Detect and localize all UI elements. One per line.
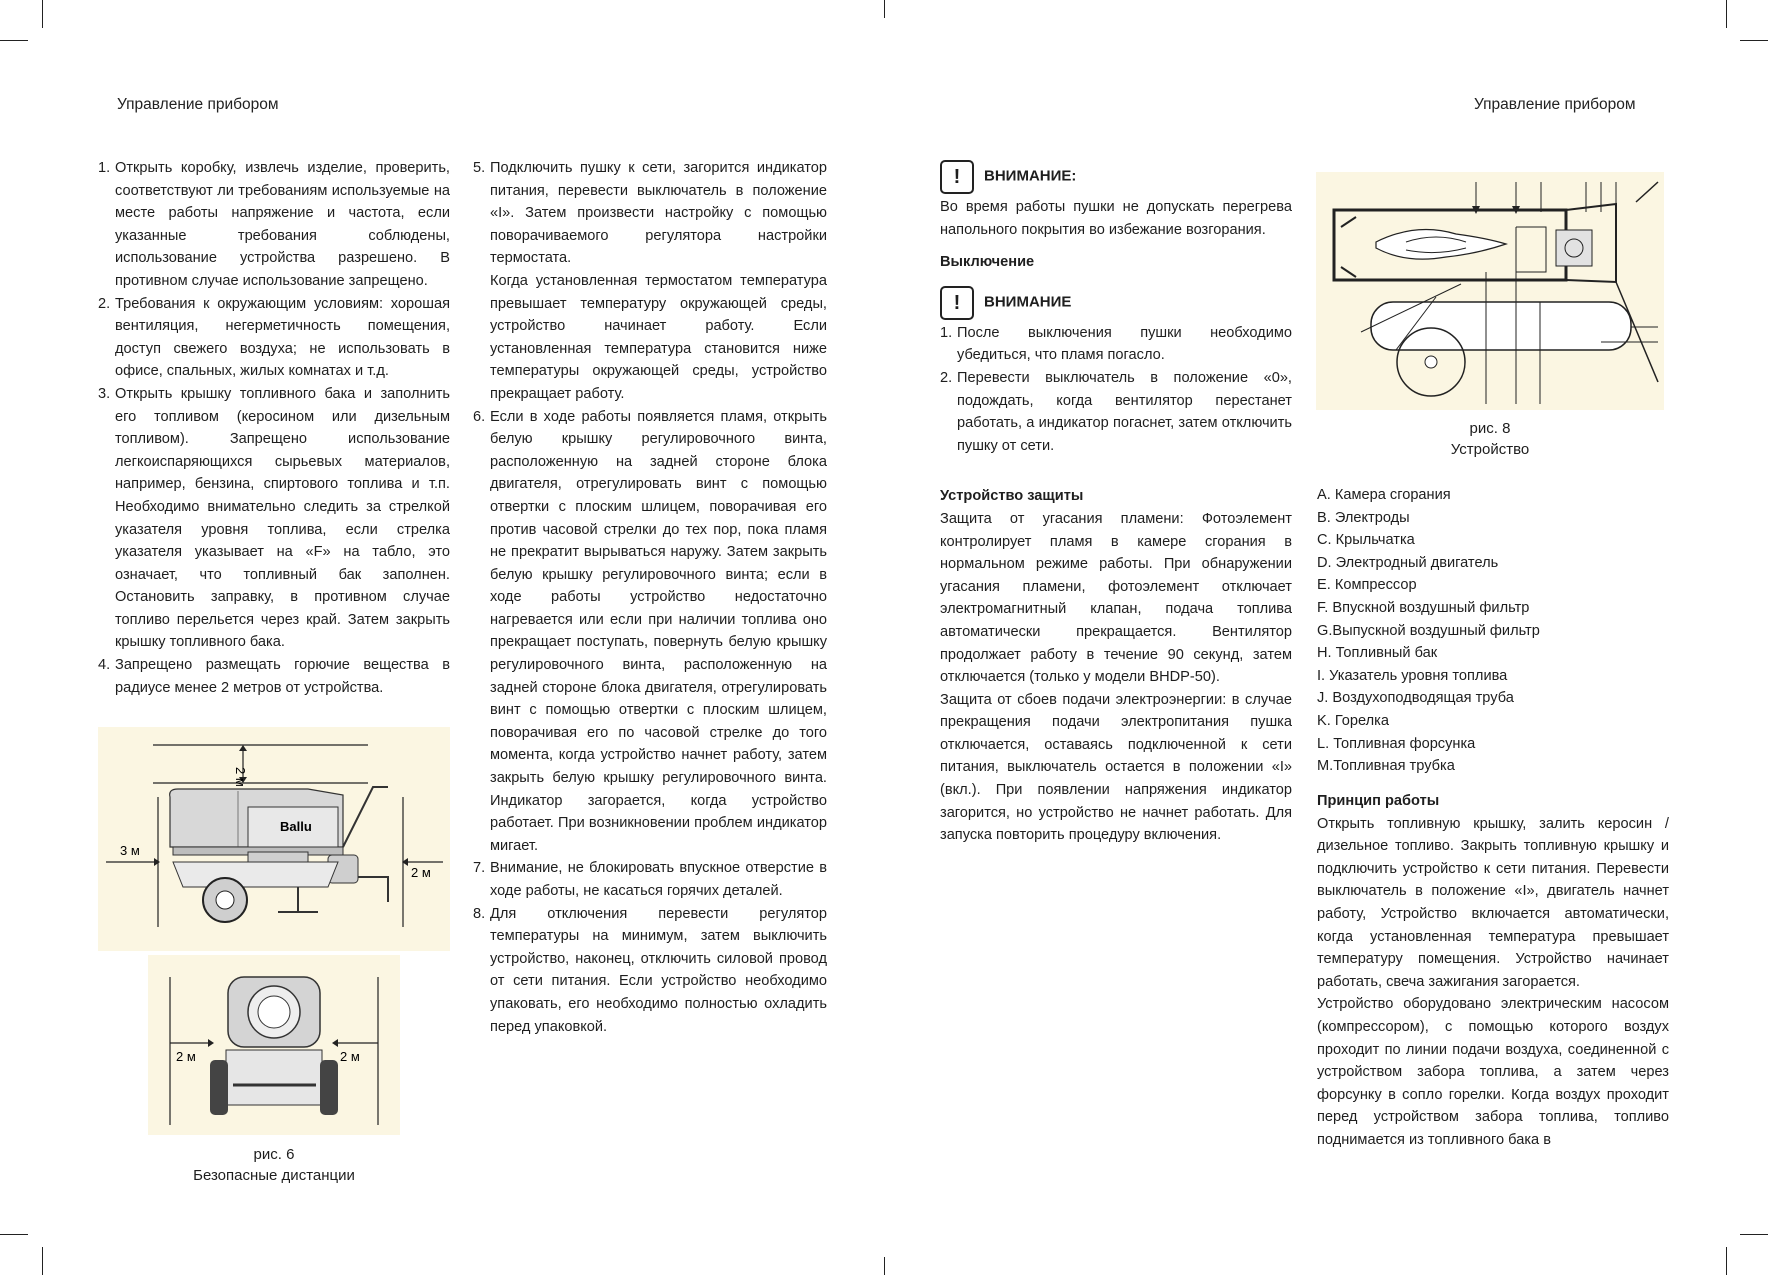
figure6-number: рис. 6: [253, 1146, 295, 1163]
part-item: J. Воздухоподводящая труба: [1317, 690, 1514, 707]
list-item: 2. Требования к окружающим условиям: хорошая вентиляция, негерметичность помещения, доступ свежего воздуха; не использовать в офисе, спальных, жилых комнатах и т.д.: [98, 295, 450, 380]
principle-paragraph: Устройство оборудовано электрическим насосом (компрессором), с помощью которого воздух проходит по линии подачи воздуха, соединенной с устройством забора топлива, а затем через форсунку в сопло горелки. Когда воздух проходит перед устройством забора топлива, топливо поднимается из топливного бака в: [1317, 996, 1669, 1148]
protection-paragraph: Защита от сбоев подачи электроэнергии: в случае прекращения подачи электропитания пушка отключается, оставаясь подключенной к сети питания, выключатель остается в положении «I» (вкл.). При появлении напряжения индикатор загорится, но устройство не начнет работать. Для запуска повторить процедуру включения.: [940, 691, 1292, 844]
dim-bottom-right-label: 2 м: [340, 1049, 360, 1064]
crop-mark: [42, 1247, 43, 1275]
part-item: C. Крыльчатка: [1317, 532, 1415, 549]
principle-section: [1317, 790, 1669, 1152]
section-title-protection: Устройство защиты: [940, 488, 1084, 505]
crop-mark: [884, 0, 885, 18]
crop-mark: [0, 1234, 28, 1235]
right-column-1: [940, 160, 1292, 847]
figure6-title: Безопасные дистанции: [193, 1167, 355, 1184]
page-header-left: Управление прибором: [117, 96, 279, 113]
warning-block: [940, 160, 1292, 194]
part-item: D. Электродный двигатель: [1317, 554, 1499, 571]
list-item: 8. Для отключения перевести регулятор температуры на минимум, затем выключить устройство, наконец, отключить силовой провод от сети питания. Если устройство необходимо упаковать, его необходимо полностью охладить перед упаковкой.: [473, 905, 827, 1035]
list-item: 2. Перевести выключатель в положение «0», подождать, когда вентилятор перестанет работать, а индикатор погаснет, затем отключить пушку от сети.: [940, 369, 1292, 454]
device-diagram: [1316, 172, 1664, 410]
dim-right-label: 2 м: [411, 865, 431, 880]
principle-paragraph: Открыть топливную крышку, залить керосин / дизельное топливо. Закрыть топливную крышку и подключить устройство к сети питания. Перевести выключатель в положение «I», двигатель начнет работу, Устройство включается автоматически, когда установленная температура превышает температуру помещения. Устройство начинает работать, свеча зажигания загорается.: [1317, 815, 1669, 990]
left-column-2: [473, 157, 827, 1038]
heater-side-diagram: [98, 727, 450, 951]
part-item: I. Указатель уровня топлива: [1317, 667, 1508, 684]
warning-icon: !: [940, 286, 974, 320]
warning-title: ВНИМАНИЕ:: [984, 167, 1077, 185]
page-header-right: Управление прибором: [1474, 96, 1636, 113]
heater-front-diagram: [148, 955, 400, 1135]
figure-device: [1316, 172, 1664, 410]
protection-paragraph: Защита от угасания пламени: Фотоэлемент контролирует пламя в камере сгорания в нормальном режиме работы. При обнаружении угасания пламени, фотоэлемент отключает электромагнитный клапан, подача топлива автоматически прекращается. Вентилятор продолжает работу в течение 90 секунд, затем отключается (только у модели BHDP-50).: [940, 510, 1292, 686]
section-title-principle: Принцип работы: [1317, 793, 1440, 809]
crop-mark: [884, 1257, 885, 1275]
part-item: K. Горелка: [1317, 712, 1389, 729]
list-item: 5. Подключить пушку к сети, загорится индикатор питания, перевести выключатель в положение «I». Затем произвести настройку с помощью поворачиваемого регулятора настройки термостата.: [473, 160, 827, 267]
list-item: 6. Если в ходе работы появляется пламя, открыть белую крышку регулировочного винта, расположенную на задней стороне блока двигателя, отрегулировать винт с помощью отвертки с плоским шлицем, поворачивая его против часовой стрелки до тех пор, пока пламя не прекратит вырываться наружу. Затем закрыть белую крышку регулировочного винта; если в ходе работы устройство недостаточно нагревается или если при наличии топлива оно прекращает поступать, повернуть белую крышку регулировочного винта, расположенную на задней стороне блока двигателя, отрегулировать винт с помощью отвертки с плоским шлицем, поворачивая его по часовой стрелке до того момента, когда устройство начнет работу, затем закрыть белую крышку регулировочного винта. Индикатор загорается, когда устройство работает. При возникновении проблем индикатор мигает.: [473, 408, 827, 854]
list-item: 3. Открыть крышку топливного бака и заполнить его топливом (керосином или дизельным топливом). Запрещено использование легкоиспаряющихся сырьевых материалов, например, бензина, спиртового топлива и т.п. Необходимо внимательно следить за стрелкой указателя уровня топлива, если стрелка указателя указывает на «F» на табло, это означает, что топливный бак заполнен. Остановить заправку, в противном случае топливо перельется через край. Затем закрыть крышку топливного бака.: [98, 385, 450, 651]
part-item: G.Выпускной воздушный фильтр: [1317, 622, 1540, 639]
figure-safe-distance-front: [148, 955, 400, 1135]
figure8-caption: [1316, 418, 1664, 460]
list-item: 4. Запрещено размещать горючие вещества в радиусе менее 2 метров от устройства.: [98, 657, 450, 696]
crop-mark: [1740, 1234, 1768, 1235]
list-item: 7. Внимание, не блокировать впускное отверстие в ходе работы, не касаться горячих деталей.: [473, 860, 827, 899]
list-item-extra: Когда установленная термостатом температура превышает температуру окружающей среды, устройство начинает работу. Если установленная температура становится ниже температуры окружающей среды, устройство прекращает работу.: [490, 272, 827, 402]
section-title-shutdown: Выключение: [940, 254, 1035, 271]
part-item: H. Топливный бак: [1317, 645, 1438, 662]
warning-text: Во время работы пушки не допускать перегрева напольного покрытия во избежание возгорания.: [940, 199, 1292, 238]
list-item: 1. Открыть коробку, извлечь изделие, проверить, соответствуют ли требованиям используемые на месте работы напряжение и частота, если указанные требования соблюдены, использование устройства разрешено. В противном случае использование запрещено.: [98, 160, 450, 289]
figure8-title: Устройство: [1450, 441, 1530, 458]
warning-block: [940, 286, 1292, 320]
part-item: L. Топливная форсунка: [1317, 735, 1476, 752]
figure8-number: рис. 8: [1469, 420, 1511, 437]
part-item: F. Впускной воздушный фильтр: [1317, 599, 1530, 616]
crop-mark: [1740, 40, 1768, 41]
crop-mark: [1726, 0, 1727, 28]
figure6-caption: [148, 1144, 400, 1186]
part-item: M.Топливная трубка: [1317, 758, 1455, 775]
part-item: E. Компрессор: [1317, 577, 1417, 594]
warning-icon: !: [940, 160, 974, 194]
brand-label: Ballu: [280, 819, 312, 834]
list-item: 1. После выключения пушки необходимо убедиться, что пламя погасло.: [940, 324, 1292, 364]
part-item: B. Электроды: [1317, 509, 1410, 526]
figure-safe-distance-side: [98, 727, 450, 951]
crop-mark: [1726, 1247, 1727, 1275]
crop-mark: [0, 40, 28, 41]
part-item: A. Камера сгорания: [1317, 487, 1451, 503]
dim-left-label: 3 м: [120, 843, 140, 858]
warning-title: ВНИМАНИЕ: [984, 293, 1072, 311]
dim-bottom-left-label: 2 м: [176, 1049, 196, 1064]
dim-top-label: 2 м: [233, 767, 248, 787]
parts-list: [1317, 484, 1669, 778]
left-column-1: [98, 157, 450, 699]
crop-mark: [42, 0, 43, 28]
